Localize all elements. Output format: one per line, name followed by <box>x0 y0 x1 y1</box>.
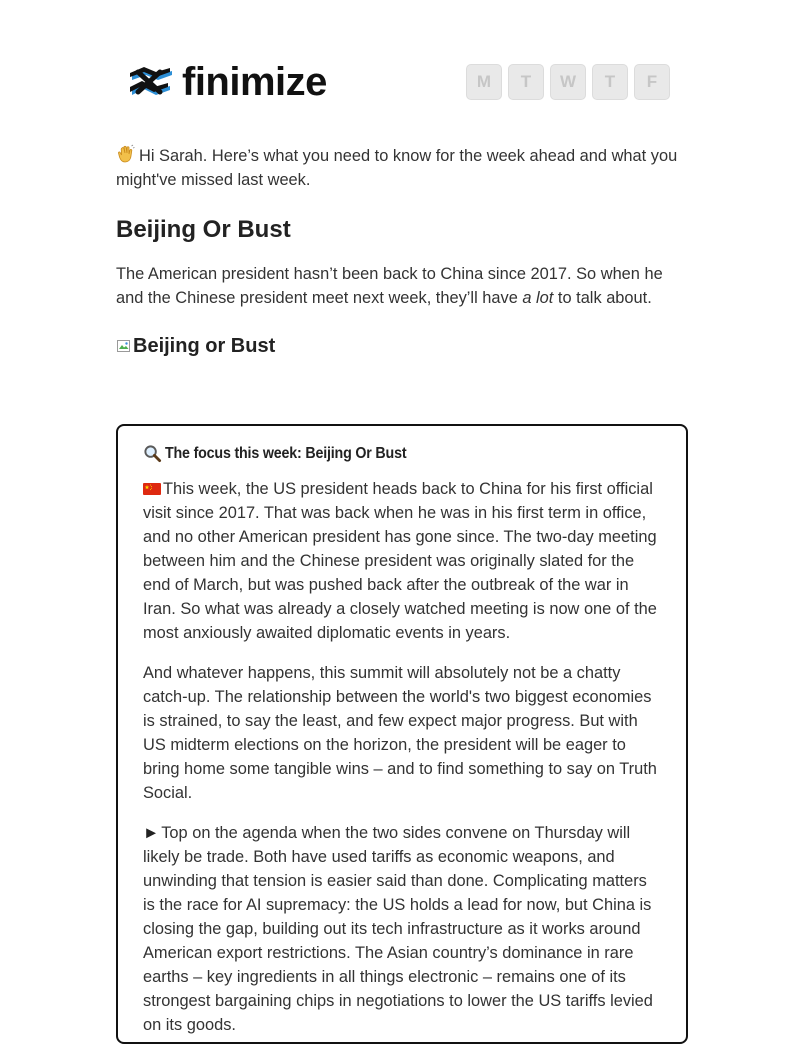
greeting-text: Hi Sarah. Here’s what you need to know for the week ahead and what you might've missed last week. <box>116 147 678 189</box>
focus-paragraph-1 <box>143 477 661 645</box>
waving-hand-icon <box>116 144 136 164</box>
article-headline: Beijing Or Bust <box>116 216 291 243</box>
focus-paragraph-3-text: Top on the agenda when the two sides convene on Thursday will likely be trade. Both have used tariffs as economic weapons, and unwinding that tension is easier said than done. Complicating matters is the race for AI supremacy: the US holds a lead for now, but China is closing the gap, building out its tech infrastructure as it works around American export restrictions. The Asian country’s dominance in rare earths – key ingredients in all things electronic – remains one of its strongest bargaining chips in negotiations to lower the US tariffs levied on its goods. <box>143 824 653 1034</box>
china-flag-icon <box>143 483 161 495</box>
focus-paragraph-1-text: This week, the US president heads back to China for his first official visit since 2017. That was back when he was in his first term in office, and no other American president has gone since. The two-day meeting between him and the Chinese president was originally slated for the end of March, but was pushed back after the outbreak of the war in Iran. So what was already a closely watched meeting is now one of the most anxiously awaited diplomatic events in years. <box>143 480 657 642</box>
greeting <box>116 144 686 192</box>
intro-text-before: The American president hasn’t been back to China since 2017. So when he and the Chinese president meet next week, they’ll have <box>116 265 663 307</box>
bullet-triangle-icon: ► <box>143 824 160 842</box>
article-intro <box>116 262 676 310</box>
weekday-tracker <box>466 64 670 100</box>
day-badge-wednesday[interactable]: W <box>550 64 586 100</box>
focus-paragraph-2: And whatever happens, this summit will absolutely not be a chatty catch-up. The relationship between the world's two biggest economies is strained, to say the least, and few expect major progress. But with US midterm elections on the horizon, the president will be eager to bring home some tangible wins – and to find something to say on Truth Social. <box>143 664 657 802</box>
focus-title-text: The focus this week: Beijing Or Bust <box>165 444 407 462</box>
day-badge-monday[interactable]: M <box>466 64 502 100</box>
day-badge-friday[interactable]: F <box>634 64 670 100</box>
brand-logo[interactable] <box>126 60 327 104</box>
article-image[interactable] <box>116 334 275 358</box>
day-badge-tuesday[interactable]: T <box>508 64 544 100</box>
brand-name: finimize <box>182 60 327 104</box>
day-badge-thursday[interactable]: T <box>592 64 628 100</box>
focus-title <box>143 444 661 463</box>
finimize-logo-icon <box>126 62 178 102</box>
magnifying-glass-icon <box>143 444 162 463</box>
intro-emphasis: a lot <box>522 289 554 307</box>
image-alt-text: Beijing or Bust <box>133 335 276 357</box>
intro-text-after: to talk about. <box>553 289 652 307</box>
focus-paragraph-3 <box>143 821 661 1037</box>
focus-section <box>116 424 688 1044</box>
broken-image-icon <box>116 338 132 354</box>
